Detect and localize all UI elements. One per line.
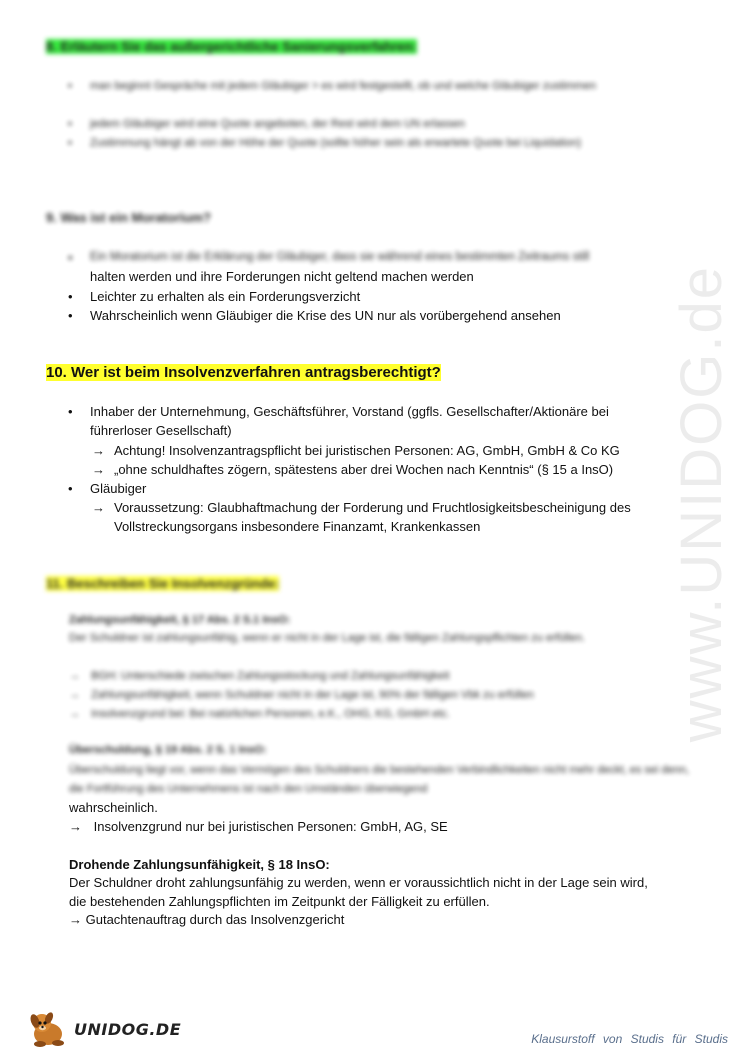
dog-icon bbox=[26, 1010, 74, 1048]
list-item: • Leichter zu erhalten als ein Forderungsverzicht bbox=[68, 289, 361, 304]
list-item: • Ein Moratorium ist die Erklärung der Gläubiger, dass sie während eines bestimmten Zeitraums still halten werden und ihre Forderungen nicht geltend machen werden bbox=[68, 250, 590, 284]
arrow-item: → Insolvenzgrund bei: Bei natürlichen Personen, e.K., OHG, KG, GmbH etc. bbox=[69, 708, 450, 720]
list-item: ▪ man beginnt Gespräche mit jedem Gläubiger > es wird festgestellt, ob und welche Gläubiger zustimmen bbox=[68, 78, 708, 95]
arrow-item: → Zahlungsunfähigkeit, wenn Schuldner nicht in der Lage ist, 90% der fälligen Vbk zu erfüllen bbox=[69, 689, 534, 701]
bullet-icon: ▪ bbox=[68, 137, 72, 149]
arrow-right-icon: → bbox=[92, 462, 105, 477]
list-item: • Gläubiger bbox=[68, 481, 147, 496]
q9-title: 9. Was ist ein Moratorium? bbox=[46, 210, 211, 225]
zu-text: Der Schuldner ist zahlungsunfähig, wenn er nicht in der Lage ist, die fälligen Zahlungspflichten zu erfüllen. bbox=[69, 632, 586, 644]
bullet-icon: ▪ bbox=[68, 80, 72, 92]
sub-item: → Voraussetzung: Glaubhaftmachung der Forderung und Fruchtlosigkeitsbescheinigung des Vollstreckungsorgans insbesondere Finanzamt, Krankenkassen bbox=[92, 500, 631, 534]
bullet-icon: • bbox=[68, 481, 73, 496]
ue-heading: Überschuldung, § 19 Abs. 2 S. 1 InsO: bbox=[69, 744, 267, 756]
arrow-right-icon: → bbox=[69, 819, 82, 834]
dz-line: → Gutachtenauftrag durch das Insolvenzgericht bbox=[69, 912, 345, 927]
watermark: www.UNIDOG.de bbox=[669, 265, 734, 743]
zu-heading: Zahlungsunfähigkeit, § 17 Abs. 2 S.1 InsO: bbox=[69, 614, 291, 626]
bullet-icon: • bbox=[68, 308, 73, 323]
dz-line: die bestehenden Zahlungspflichten im Zeitpunkt der Fälligkeit zu erfüllen. bbox=[69, 894, 490, 909]
ue-text: Überschuldung liegt vor, wenn das Vermögen des Schuldners die bestehenden Verbindlichkeiten nicht mehr deckt, es sei denn, die Fortführung des Unternehmens ist nach den Umständen überwiegend bbox=[69, 764, 690, 795]
q11-title: 11. Beschreiben Sie Insolvenzgründe: bbox=[46, 576, 280, 591]
q8-title: 8. Erläutern Sie das außergerichtliche Sanierungsverfahren: bbox=[46, 39, 417, 54]
arrow-right-icon: → bbox=[69, 708, 80, 720]
dz-heading: Drohende Zahlungsunfähigkeit, § 18 InsO: bbox=[69, 857, 330, 872]
bullet-icon: ▪ bbox=[68, 118, 72, 130]
sub-item: → Achtung! Insolvenzantragspflicht bei juristischen Personen: AG, GmbH, GmbH & Co KG bbox=[92, 443, 620, 458]
bullet-icon: • bbox=[68, 404, 73, 419]
arrow-right-icon: → bbox=[92, 443, 105, 458]
logo-text: UNIDOG.DE bbox=[74, 1020, 182, 1039]
arrow-right-icon: → bbox=[69, 689, 80, 701]
list-item: ▪ jedem Gläubiger wird eine Quote angeboten, der Rest wird dem UN erlassen bbox=[68, 116, 708, 133]
footer-tagline: Klausurstoff von Studis für Studis bbox=[531, 1032, 728, 1046]
list-item: • Wahrscheinlich wenn Gläubiger die Krise des UN nur als vorübergehend ansehen bbox=[68, 308, 561, 323]
q10-title: 10. Wer ist beim Insolvenzverfahren antragsberechtigt? bbox=[46, 364, 441, 381]
sub-item: → „ohne schuldhaftes zögern, spätestens aber drei Wochen nach Kenntnis“ (§ 15 a InsO) bbox=[92, 462, 614, 477]
arrow-right-icon: → bbox=[69, 670, 80, 682]
list-item: • Inhaber der Unternehmung, Geschäftsführer, Vorstand (ggfls. Gesellschafter/Aktionäre bei führerloser Gesellschaft) bbox=[68, 404, 609, 438]
dz-line: Der Schuldner droht zahlungsunfähig zu werden, wenn er voraussichtlich nicht in der Lage sein wird, bbox=[69, 875, 648, 890]
bullet-icon: • bbox=[68, 250, 73, 265]
bullet-icon: • bbox=[68, 289, 73, 304]
ue-text-end: wahrscheinlich. bbox=[69, 800, 158, 815]
arrow-item: → BGH: Unterschiede zwischen Zahlungsstockung und Zahlungsunfähigkeit bbox=[69, 670, 450, 682]
arrow-item: → Insolvenzgrund nur bei juristischen Personen: GmbH, AG, SE bbox=[69, 819, 448, 834]
arrow-right-icon: → bbox=[92, 500, 105, 515]
unidog-logo bbox=[26, 1010, 182, 1048]
list-item: ▪ Zustimmung hängt ab von der Höhe der Quote (sollte höher sein als erwartete Quote bei Liquidation) bbox=[68, 135, 708, 152]
